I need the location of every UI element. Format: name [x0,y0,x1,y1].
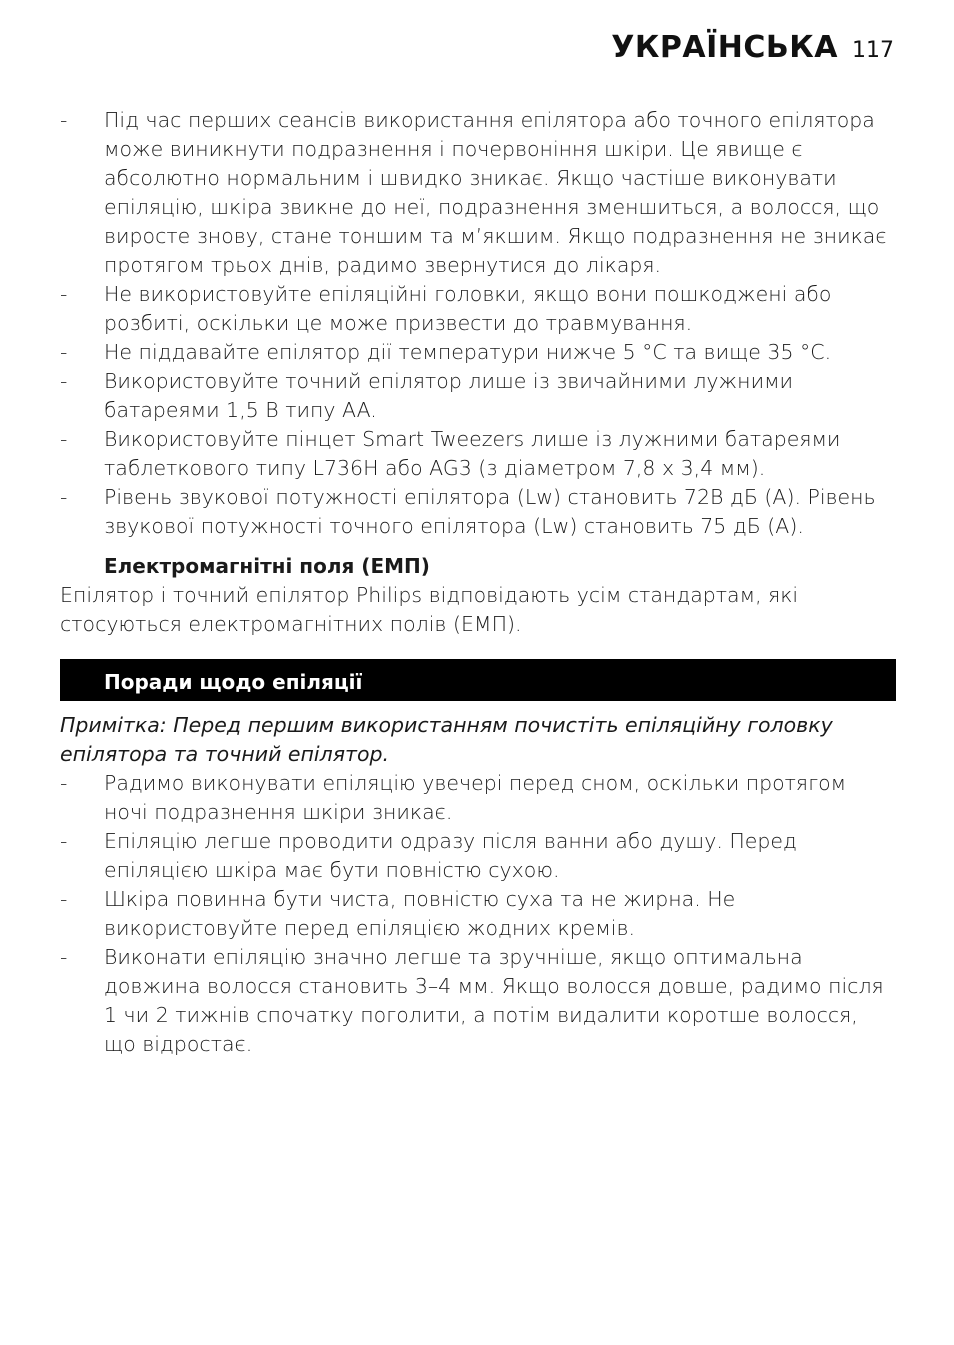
tips-list [60,769,896,1059]
page-content [60,106,896,1059]
safety-list [60,106,896,541]
list-item-text: Не піддавайте епілятор дії температури нижче 5 °C та вище 35 °C. [104,340,832,364]
dash-marker: - [60,771,68,795]
list-item [60,885,896,943]
emf-heading: Електромагнітні поля (ЕМП) [104,554,430,578]
emf-paragraph: Епілятор і точний епілятор Philips відповідають усім стандартам, які стосуються електромагнітних полів (ЕМП). [60,583,799,636]
dash-marker: - [60,340,68,364]
dash-marker: - [60,485,68,509]
list-item-text: Виконати епіляцію значно легше та зручніше, якщо оптимальна довжина волосся становить 3–4 мм. Якщо волосся довше, радимо після 1 чи 2 тижнів спочатку поголити, а потім видалити коротше волосся, що відростає. [104,945,884,1056]
list-item [60,367,896,425]
list-item [60,769,896,827]
list-item [60,338,896,367]
language-title: УКРАЇНСЬКА [611,30,838,65]
page-header [611,30,894,65]
list-item [60,827,896,885]
list-item-text: Епіляцію легше проводити одразу після ванни або душу. Перед епіляцією шкіра має бути повністю сухою. [104,829,797,882]
dash-marker: - [60,108,68,132]
list-item-text: Рівень звукової потужності епілятора (Lw) становить 72B дБ (A). Рівень звукової потужності точного епілятора (Lw) становить 75 дБ (A). [104,485,876,538]
note-paragraph: Примітка: Перед першим використанням почистіть епіляційну головку епілятора та точний епілятор. [60,713,833,766]
page-number: 117 [852,38,894,63]
dash-marker: - [60,829,68,853]
dash-marker: - [60,282,68,306]
list-item-text: Під час перших сеансів використання епілятора або точного епілятора може виникнути подразнення і почервоніння шкіри. Це явище є абсолютно нормальним і швидко зникає. Якщо частіше виконувати епіляцію, шкіра звикне до неї, подразнення зменшиться, а волосся, що виросте знову, стане тоншим та м’якшим. Якщо подразнення не зникає протягом трьох днів, радимо звернутися до лікаря. [104,108,887,277]
list-item-text: Радимо виконувати епіляцію увечері перед сном, оскільки протягом ночі подразнення шкіри зникає. [104,771,847,824]
list-item-text: Використовуйте точний епілятор лише із звичайними лужними батареями 1,5 В типу AA. [104,369,794,422]
section-title-bar [60,659,896,701]
list-item [60,483,896,541]
list-item [60,943,896,1059]
dash-marker: - [60,945,68,969]
list-item [60,106,896,280]
dash-marker: - [60,369,68,393]
dash-marker: - [60,887,68,911]
list-item [60,425,896,483]
list-item-text: Не використовуйте епіляційні головки, якщо вони пошкоджені або розбиті, оскільки це може призвести до травмування. [104,282,832,335]
list-item [60,280,896,338]
dash-marker: - [60,427,68,451]
list-item-text: Використовуйте пінцет Smart Tweezers лише із лужними батареями таблеткового типу L736H або AG3 (з діаметром 7,8 x 3,4 мм). [104,427,841,480]
list-item-text: Шкіра повинна бути чиста, повністю суха та не жирна. Не використовуйте перед епіляцією жодних кремів. [104,887,736,940]
section-title: Поради щодо епіляції [104,670,363,694]
